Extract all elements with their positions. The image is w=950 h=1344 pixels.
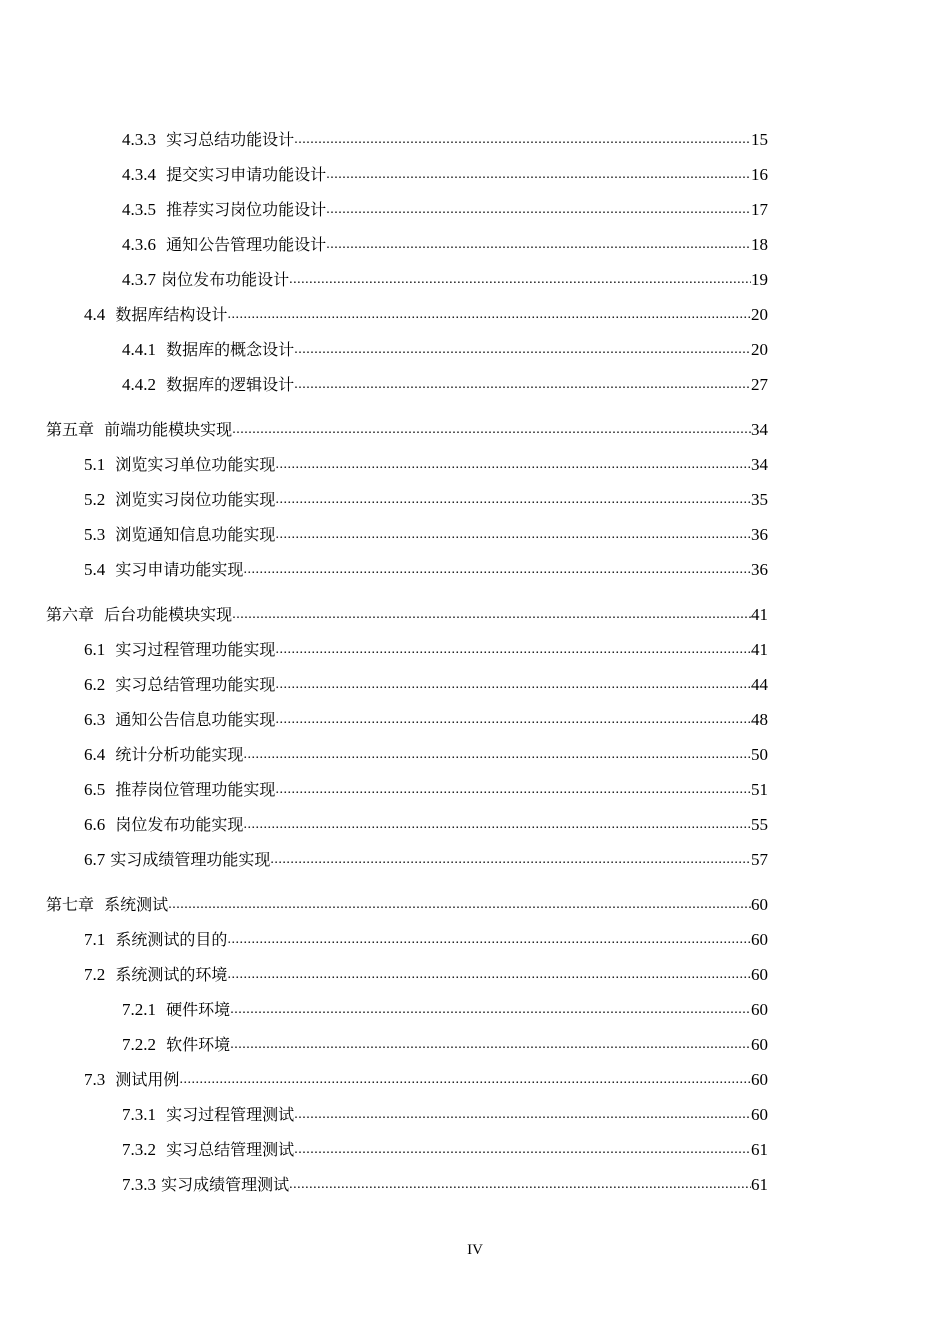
toc-entry-separator	[156, 235, 166, 254]
toc-entry-number: 4.3.4	[122, 165, 156, 184]
toc-entry-separator	[105, 710, 115, 729]
page-number: IV	[467, 1242, 483, 1258]
dot-leader	[243, 743, 751, 767]
dot-leader	[275, 673, 751, 697]
toc-entry[interactable]	[0, 1138, 768, 1173]
toc-entry-text: 实习成绩管理功能实现	[110, 850, 271, 869]
toc-entry-page: 20	[751, 305, 768, 324]
table-of-contents	[0, 128, 950, 1208]
toc-entry-separator	[105, 455, 115, 474]
toc-entry-separator	[156, 340, 166, 359]
dot-leader	[294, 1138, 751, 1162]
toc-entry-text: 实习过程管理测试	[166, 1105, 295, 1124]
dot-leader	[275, 523, 751, 547]
toc-entry-page: 41	[751, 640, 768, 659]
dot-leader	[294, 373, 751, 397]
toc-entry-page: 60	[751, 1000, 768, 1019]
toc-entry-separator	[105, 780, 115, 799]
toc-entry-title	[84, 1068, 179, 1092]
toc-entry[interactable]	[0, 778, 768, 813]
toc-entry-page: 61	[751, 1140, 768, 1159]
dot-leader	[289, 268, 751, 292]
toc-entry-page: 44	[751, 675, 768, 694]
toc-entry-number: 4.3.5	[122, 200, 156, 219]
toc-entry-text: 推荐实习岗位功能设计	[166, 200, 327, 219]
toc-entry[interactable]	[0, 558, 768, 593]
toc-entry-separator	[105, 745, 115, 764]
dot-leader	[179, 1068, 751, 1092]
toc-entry-text: 第五章 前端功能模块实现	[46, 420, 233, 439]
toc-entry-page: 18	[751, 235, 768, 254]
toc-entry[interactable]	[0, 848, 768, 883]
toc-entry[interactable]	[0, 813, 768, 848]
toc-entry-title	[122, 198, 326, 222]
toc-entry-title	[122, 1173, 289, 1197]
toc-entry-number: 6.2	[84, 675, 106, 694]
toc-entry-number: 4.3.6	[122, 235, 156, 254]
toc-entry-separator	[156, 165, 166, 184]
toc-entry-title	[84, 963, 227, 987]
toc-entry-title	[84, 743, 243, 767]
toc-entry-title	[84, 638, 275, 662]
dot-leader	[227, 303, 751, 327]
toc-entry-number: 7.3.1	[122, 1105, 156, 1124]
toc-entry[interactable]	[0, 373, 768, 408]
dot-leader	[275, 638, 751, 662]
toc-entry-text: 浏览实习单位功能实现	[115, 455, 276, 474]
toc-entry[interactable]	[0, 163, 768, 198]
toc-entry-separator	[105, 525, 115, 544]
toc-entry-separator	[156, 200, 166, 219]
toc-entry-page: 60	[751, 1105, 768, 1124]
toc-entry-separator	[105, 490, 115, 509]
dot-leader	[294, 1103, 751, 1127]
toc-entry-title	[84, 303, 227, 327]
toc-entry-page: 17	[751, 200, 768, 219]
toc-entry-page: 36	[751, 560, 768, 579]
toc-entry-page: 60	[751, 1070, 768, 1089]
toc-entry[interactable]	[0, 1068, 768, 1103]
toc-entry-title	[122, 163, 326, 187]
toc-entry-separator	[105, 815, 115, 834]
toc-entry-number: 6.3	[84, 710, 106, 729]
toc-entry-title	[122, 338, 294, 362]
toc-entry-text: 浏览实习岗位功能实现	[115, 490, 276, 509]
dot-leader	[243, 813, 751, 837]
toc-entry-text: 实习成绩管理测试	[161, 1175, 290, 1194]
toc-entry-number: 4.4.2	[122, 375, 156, 394]
toc-entry[interactable]	[0, 673, 768, 708]
toc-entry-separator	[105, 930, 115, 949]
toc-entry-number: 4.4.1	[122, 340, 156, 359]
toc-entry-text: 实习总结管理功能实现	[115, 675, 276, 694]
toc-entry-page: 35	[751, 490, 768, 509]
toc-entry-title	[122, 1138, 294, 1162]
toc-entry[interactable]	[0, 638, 768, 673]
dot-leader	[227, 963, 751, 987]
toc-entry-number: 5.3	[84, 525, 106, 544]
toc-chapter-entry[interactable]	[0, 418, 768, 453]
toc-entry-title	[122, 1033, 230, 1057]
toc-entry-number: 7.3.3	[122, 1175, 156, 1194]
toc-entry-text: 软件环境	[166, 1035, 231, 1054]
toc-entry-title	[84, 778, 275, 802]
toc-entry-text: 数据库的逻辑设计	[166, 375, 295, 394]
toc-entry-title	[84, 928, 227, 952]
toc-entry-title	[46, 893, 168, 917]
toc-entry[interactable]	[0, 303, 768, 338]
toc-entry-page: 41	[751, 605, 768, 624]
toc-entry-text: 实习总结功能设计	[166, 130, 295, 149]
toc-entry-page: 51	[751, 780, 768, 799]
toc-entry-title	[84, 708, 275, 732]
dot-leader	[230, 1033, 751, 1057]
toc-entry-text: 岗位发布功能实现	[115, 815, 244, 834]
toc-entry-text: 数据库结构设计	[115, 305, 228, 324]
toc-entry-title	[122, 128, 294, 152]
toc-entry-number: 7.1	[84, 930, 106, 949]
toc-entry-page: 48	[751, 710, 768, 729]
dot-leader	[294, 128, 751, 152]
toc-entry-separator	[105, 965, 115, 984]
toc-entry-page: 60	[751, 1035, 768, 1054]
toc-entry[interactable]	[0, 338, 768, 373]
toc-entry-text: 浏览通知信息功能实现	[115, 525, 276, 544]
toc-entry[interactable]	[0, 928, 768, 963]
toc-entry-separator	[156, 1035, 166, 1054]
toc-entry-page: 34	[751, 420, 768, 439]
dot-leader	[275, 488, 751, 512]
toc-entry-text: 通知公告管理功能设计	[166, 235, 327, 254]
toc-entry-page: 20	[751, 340, 768, 359]
toc-entry-text: 系统测试的目的	[115, 930, 228, 949]
toc-entry[interactable]	[0, 198, 768, 233]
toc-entry-page: 60	[751, 930, 768, 949]
toc-entry-number: 5.4	[84, 560, 106, 579]
toc-entry-title	[46, 603, 232, 627]
toc-entry-number: 4.3.3	[122, 130, 156, 149]
toc-entry-text: 实习总结管理测试	[166, 1140, 295, 1159]
toc-entry-title	[84, 488, 275, 512]
toc-entry-page: 60	[751, 965, 768, 984]
dot-leader	[243, 558, 751, 582]
toc-entry-text: 统计分析功能实现	[115, 745, 244, 764]
dot-leader	[230, 998, 751, 1022]
toc-entry-number: 4.3.7	[122, 270, 156, 289]
toc-entry-number: 7.2	[84, 965, 106, 984]
toc-entry-page: 19	[751, 270, 768, 289]
toc-entry-title	[84, 848, 270, 872]
toc-entry-number: 5.2	[84, 490, 106, 509]
toc-entry-number: 7.2.1	[122, 1000, 156, 1019]
dot-leader	[275, 778, 751, 802]
toc-entry-number: 6.7	[84, 850, 106, 869]
toc-entry-text: 系统测试的环境	[115, 965, 228, 984]
dot-leader	[326, 198, 751, 222]
toc-entry[interactable]	[0, 128, 768, 163]
toc-entry-page: 60	[751, 895, 768, 914]
toc-entry[interactable]	[0, 1033, 768, 1068]
toc-entry-page: 27	[751, 375, 768, 394]
toc-entry-title	[122, 233, 326, 257]
toc-entry[interactable]	[0, 268, 768, 303]
dot-leader	[232, 418, 751, 442]
toc-entry-title	[122, 373, 294, 397]
toc-entry-text: 推荐岗位管理功能实现	[115, 780, 276, 799]
toc-entry-text: 测试用例	[115, 1070, 180, 1089]
toc-entry[interactable]	[0, 233, 768, 268]
toc-entry[interactable]	[0, 1173, 768, 1208]
toc-entry[interactable]	[0, 453, 768, 488]
toc-entry-title	[122, 268, 289, 292]
toc-entry-separator	[156, 1105, 166, 1124]
dot-leader	[294, 338, 751, 362]
toc-entry[interactable]	[0, 1103, 768, 1138]
toc-entry-page: 57	[751, 850, 768, 869]
toc-entry-title	[84, 673, 275, 697]
toc-entry-number: 6.4	[84, 745, 106, 764]
toc-entry-page: 55	[751, 815, 768, 834]
toc-entry[interactable]	[0, 488, 768, 523]
toc-entry-number: 4.4	[84, 305, 106, 324]
toc-entry[interactable]	[0, 963, 768, 998]
toc-entry-title	[122, 998, 230, 1022]
toc-chapter-entry[interactable]	[0, 893, 768, 928]
toc-entry-page: 50	[751, 745, 768, 764]
toc-entry-separator	[156, 1000, 166, 1019]
toc-entry-number: 5.1	[84, 455, 106, 474]
toc-entry-separator	[156, 1140, 166, 1159]
toc-entry[interactable]	[0, 523, 768, 558]
toc-entry-number: 7.3.2	[122, 1140, 156, 1159]
toc-entry-text: 第七章 系统测试	[46, 895, 169, 914]
toc-entry-page: 36	[751, 525, 768, 544]
toc-entry-text: 岗位发布功能设计	[161, 270, 290, 289]
toc-entry-title	[84, 813, 243, 837]
dot-leader	[275, 708, 751, 732]
toc-entry-title	[84, 453, 275, 477]
dot-leader	[289, 1173, 751, 1197]
toc-entry-page: 16	[751, 165, 768, 184]
toc-entry-page: 61	[751, 1175, 768, 1194]
toc-entry-separator	[105, 640, 115, 659]
toc-entry-separator	[105, 675, 115, 694]
toc-entry-title	[46, 418, 232, 442]
toc-entry-title	[84, 558, 243, 582]
toc-entry-separator	[105, 560, 115, 579]
toc-entry-title	[84, 523, 275, 547]
toc-entry-text: 实习申请功能实现	[115, 560, 244, 579]
toc-entry[interactable]	[0, 708, 768, 743]
toc-entry-page: 15	[751, 130, 768, 149]
toc-chapter-entry[interactable]	[0, 603, 768, 638]
dot-leader	[326, 233, 751, 257]
toc-entry-separator	[105, 305, 115, 324]
toc-entry-number: 6.1	[84, 640, 106, 659]
dot-leader	[326, 163, 751, 187]
toc-entry-number: 6.6	[84, 815, 106, 834]
dot-leader	[275, 453, 751, 477]
toc-entry-separator	[156, 130, 166, 149]
toc-entry-number: 7.2.2	[122, 1035, 156, 1054]
toc-entry-text: 第六章 后台功能模块实现	[46, 605, 233, 624]
toc-entry-separator	[156, 375, 166, 394]
toc-entry-title	[122, 1103, 294, 1127]
toc-entry-page: 34	[751, 455, 768, 474]
toc-entry-text: 实习过程管理功能实现	[115, 640, 276, 659]
dot-leader	[232, 603, 751, 627]
toc-entry-number: 7.3	[84, 1070, 106, 1089]
toc-entry-number: 6.5	[84, 780, 106, 799]
toc-entry[interactable]	[0, 998, 768, 1033]
toc-entry-text: 提交实习申请功能设计	[166, 165, 327, 184]
toc-entry-text: 数据库的概念设计	[166, 340, 295, 359]
dot-leader	[270, 848, 751, 872]
toc-entry-text: 通知公告信息功能实现	[115, 710, 276, 729]
toc-entry[interactable]	[0, 743, 768, 778]
dot-leader	[227, 928, 751, 952]
dot-leader	[168, 893, 751, 917]
toc-entry-separator	[105, 1070, 115, 1089]
toc-entry-text: 硬件环境	[166, 1000, 231, 1019]
